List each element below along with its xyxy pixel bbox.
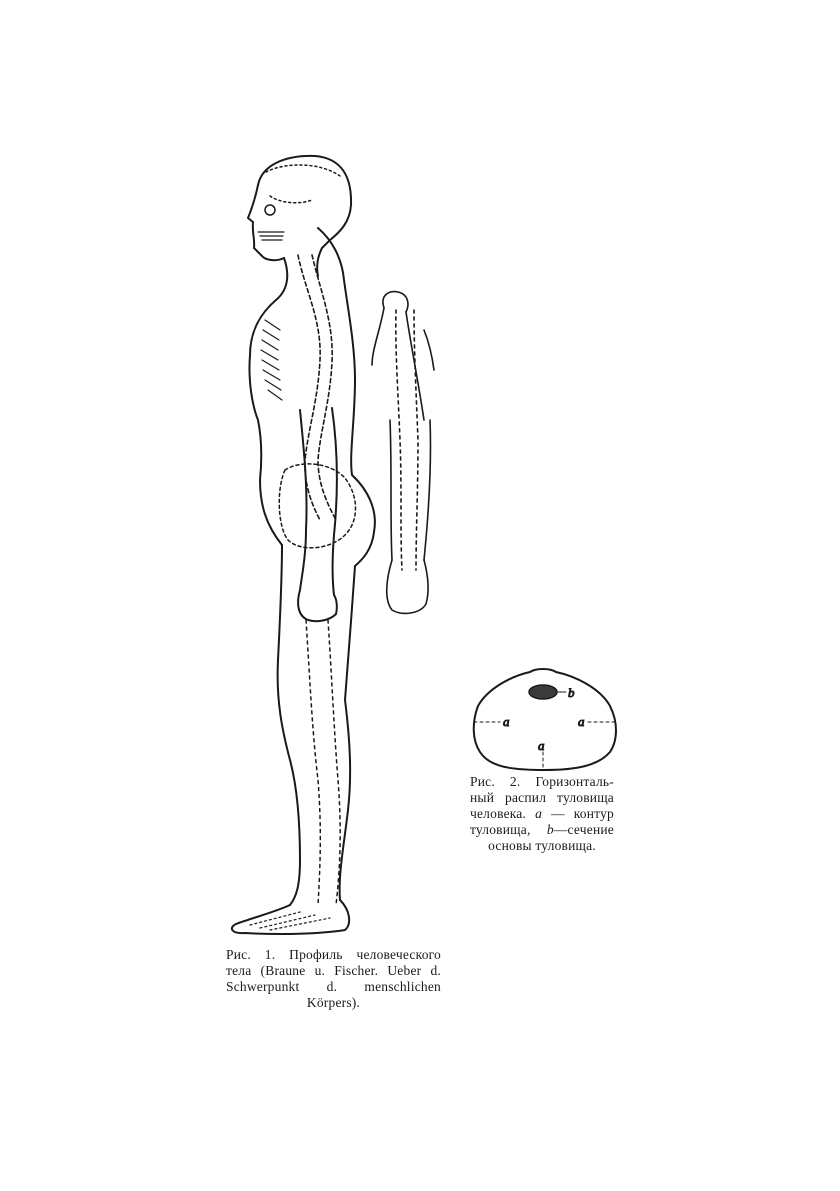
eye-mark — [265, 205, 275, 215]
outer-contour — [424, 330, 434, 370]
hand-drawing — [387, 560, 428, 613]
caption-line: Schwerpunkt d. menschlichen — [226, 979, 441, 994]
caption-line: ный распил туловища — [470, 790, 614, 805]
skull-dots — [266, 165, 340, 203]
caption-line: Рис. 1. Профиль человеческого — [226, 947, 441, 962]
figure-1-caption — [226, 947, 441, 1011]
caption-line — [470, 806, 614, 822]
arm-bone-dots — [396, 310, 418, 570]
body-profile-drawing — [232, 156, 375, 934]
caption-text: — контур — [542, 806, 614, 821]
shoulder-outline — [383, 292, 408, 312]
section-diagram — [474, 669, 616, 770]
back-outline — [318, 228, 375, 566]
caption-line: Рис. 2. Горизонталь- — [470, 774, 614, 789]
arm-front — [300, 410, 307, 590]
foot-outline — [232, 900, 349, 934]
label-a-right: a — [578, 714, 585, 729]
spine-column — [298, 255, 320, 520]
caption-label-b: b — [546, 822, 554, 837]
arm-back — [332, 408, 337, 595]
face-outline — [248, 185, 284, 260]
front-outline — [249, 258, 287, 545]
forearm-outline — [390, 420, 431, 560]
figure-2-caption — [470, 774, 614, 854]
jaw-teeth — [258, 232, 284, 240]
caption-text: человека. — [470, 806, 536, 821]
label-a-bottom: a — [538, 738, 545, 753]
arm-drawing — [372, 292, 434, 614]
spine-column-right — [312, 255, 336, 520]
leg-back — [340, 566, 355, 900]
caption-text: —сечение — [553, 822, 614, 837]
leg-bone-dots — [306, 620, 340, 905]
caption-line: Körpers). — [306, 995, 361, 1010]
hand-outline — [298, 590, 337, 621]
trunk-contour — [474, 669, 616, 770]
leg-front — [278, 545, 300, 905]
label-b: b — [568, 685, 575, 700]
pelvis-outline — [279, 464, 355, 548]
caption-line — [470, 822, 614, 838]
caption-label-a: a — [535, 806, 543, 821]
ribs-hatching — [261, 320, 282, 400]
caption-line: тела (Braune u. Fischer. Ueber d. — [226, 963, 441, 978]
head-outline — [258, 156, 351, 276]
caption-line: основы туловища. — [488, 838, 596, 853]
caption-text: туловища, — [470, 822, 547, 837]
label-a-left: a — [503, 714, 510, 729]
spine-section — [529, 685, 557, 699]
